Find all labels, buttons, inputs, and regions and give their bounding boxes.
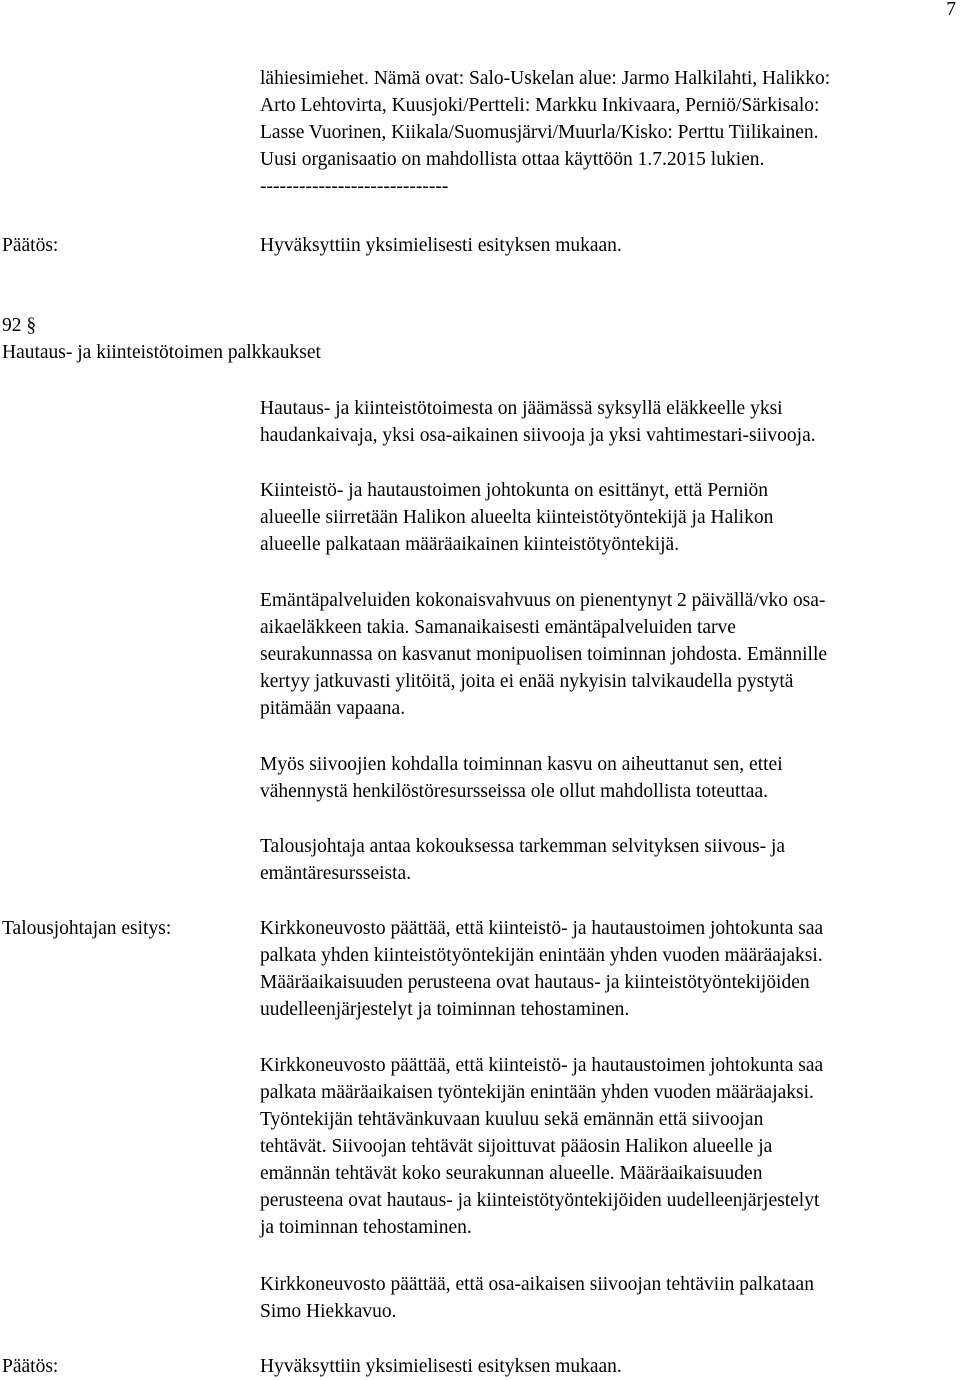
body-line: alueelle siirretään Halikon alueelta kiinteistötyöntekijä ja Halikon [260,507,774,528]
proposal-line: palkata yhden kiinteistötyöntekijän enintään yhden vuoden määräajaksi. [260,945,823,966]
section-number: 92 § [2,315,37,336]
body-line: Talousjohtaja antaa kokouksessa tarkemman selvityksen siivous- ja [260,836,786,857]
proposal-paragraph [260,1271,954,1325]
intro-line: Arto Lehtovirta, Kuusjoki/Pertteli: Markku Inkivaara, Perniö/Särkisalo: [260,95,820,116]
decision-label: Päätös: [2,1356,59,1377]
proposal-paragraph [260,1052,954,1241]
decision-text: Hyväksyttiin yksimielisesti esityksen mukaan. [260,235,622,256]
proposal-line: tehtävät. Siivoojan tehtävät sijoittuvat pääosin Halikon alueelle ja [260,1136,773,1157]
body-line: seurakunnassa on kasvanut monipuolisen toiminnan johdosta. Emännille [260,644,828,665]
body-paragraph [260,477,954,558]
section-heading [2,312,702,366]
body-paragraph [260,395,954,449]
proposal-line: Työntekijän tehtävänkuvaan kuuluu sekä emännän että siivoojan [260,1109,764,1130]
body-line: emäntäresursseista. [260,863,412,884]
body-line: Hautaus- ja kiinteistötoimesta on jäämässä syksyllä eläkkeelle yksi [260,398,783,419]
body-line: pitämään vapaana. [260,698,406,719]
proposal-line: Kirkkoneuvosto päättää, että osa-aikaisen siivoojan tehtäviin palkataan [260,1274,814,1295]
proposal-line: ja toiminnan tehostaminen. [260,1217,472,1238]
intro-paragraph [260,65,954,200]
intro-line: lähiesimiehet. Nämä ovat: Salo-Uskelan alue: Jarmo Halkilahti, Halikko: [260,68,831,89]
decision-text: Hyväksyttiin yksimielisesti esityksen mukaan. [260,1356,622,1377]
separator-line: ----------------------------- [260,176,449,197]
body-line: Kiinteistö- ja hautaustoimen johtokunta on esittänyt, että Perniön [260,480,768,501]
proposal-line: Kirkkoneuvosto päättää, että kiinteistö- ja hautaustoimen johtokunta saa [260,1055,824,1076]
proposal-line: Määräaikaisuuden perusteena ovat hautaus- ja kiinteistötyöntekijöiden [260,972,810,993]
decision-label: Päätös: [2,235,59,256]
proposal-line: Kirkkoneuvosto päättää, että kiinteistö- ja hautaustoimen johtokunta saa [260,918,824,939]
proposal-line: Simo Hiekkavuo. [260,1301,397,1322]
page-number: 7 [946,0,956,20]
intro-line: Lasse Vuorinen, Kiikala/Suomusjärvi/Muurla/Kisko: Perttu Tiilikainen. [260,122,819,143]
proposal-line: uudelleenjärjestelyt ja toiminnan tehostaminen. [260,999,630,1020]
proposal-line: emännän tehtävät koko seurakunnan alueelle. Määräaikaisuuden [260,1163,763,1184]
proposal-label: Talousjohtajan esitys: [2,918,172,939]
body-paragraph [260,751,954,805]
body-line: alueelle palkataan määräaikainen kiinteistötyöntekijä. [260,534,680,555]
section-title: Hautaus- ja kiinteistötoimen palkkaukset [2,342,321,363]
intro-line: Uusi organisaatio on mahdollista ottaa käyttöön 1.7.2015 lukien. [260,149,765,170]
body-line: haudankaivaja, yksi osa-aikainen siivooja ja yksi vahtimestari-siivooja. [260,425,816,446]
proposal-line: perusteena ovat hautaus- ja kiinteistötyöntekijöiden uudelleenjärjestelyt [260,1190,820,1211]
proposal-paragraph [260,915,954,1023]
proposal-line: palkata määräaikaisen työntekijän enintään yhden vuoden määräajaksi. [260,1082,814,1103]
body-line: kertyy jatkuvasti ylitöitä, joita ei enää nykyisin talvikaudella pystytä [260,671,794,692]
body-line: Myös siivoojien kohdalla toiminnan kasvu on aiheuttanut sen, ettei [260,754,783,775]
body-line: aikaeläkkeen takia. Samanaikaisesti emäntäpalveluiden tarve [260,617,736,638]
body-paragraph [260,587,954,722]
body-line: Emäntäpalveluiden kokonaisvahvuus on pienentynyt 2 päivällä/vko osa- [260,590,826,611]
body-paragraph [260,833,954,887]
body-line: vähennystä henkilöstöresursseissa ole ollut mahdollista toteuttaa. [260,781,768,802]
